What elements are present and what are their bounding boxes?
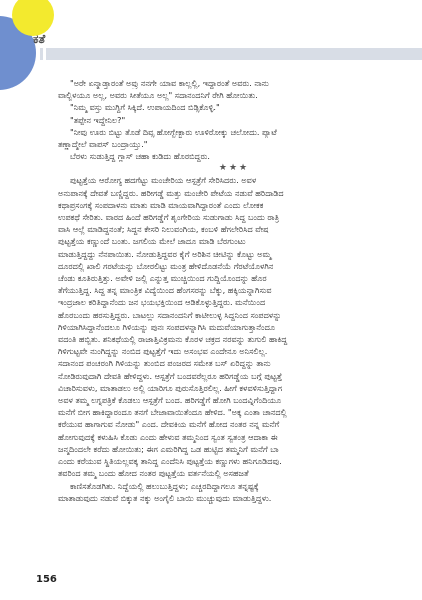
paragraph-line: ತೆಗೆಯುತ್ತಿದ್ದ. ಸಿದ್ಧ ತನ್ನ ಮಾಂತ್ರಿಕ ವಿದ್ಯೆಯಿಂದ ಹೆಂಗಸರನ್ನು ಬೆಕ್ಕು, ಹಕ್ಕಿಯನ್ನಾಗಿಸುವ [58, 285, 272, 296]
paragraph-line: ಎಂದು ಕರೆಯುವ ಸ್ಥಿತಿಯಲ್ಲವಕ್ಕ ತಾನಿದ್ದ ಎಂದೆನಿಸಿ ಪುಟ್ಟತ್ತೆಯ ಕಣ್ಣುಗಳು ಹನಿಗೂಡಿದವು. [58, 456, 282, 467]
paragraph-line: ಪುಟ್ಟತ್ತೆಯ ಕಣ್ಣುಂದೆ ಬಂತು. ಜಗಲಿಯ ಮೇಲೆ ಜಾದೂ ಮಾಡಿ ಬೆರಗುಂಟು [58, 236, 246, 247]
paragraph-line: ತವರಿಂದ ತಮ್ಮ ಬಂದು ಹೋದ ನಂತರ ಪುಟ್ಟತ್ತೆಯ ವರ್ತನೆಯಲ್ಲಿ ಅಸಹಜತೆ [58, 468, 249, 479]
paragraph-line: ವದಂತಿ ಹಬ್ಬಿತು. ಶನಿಕಥೆಯಲ್ಲಿ ರಾಜಾತ್ತಿವಿಕ್ರಮನು ಕೊರಳ ಚಕ್ರದ ನರವನ್ನು ತುಗುಲಿ ಹಾಕಿದ್ದ [58, 334, 288, 345]
paragraph-line: ವಿಚಾರಿಸುವಳು, ಮಾತಾಡಲು ಅಲ್ಲಿ ಯಾರಿಗೂ ಪುರುಸೊತ್ತಿರಲಿಲ್ಲ. ಹೀಗೆ ಕಳವಳಿಸುತ್ತಿದ್ದಾಗ [58, 382, 283, 393]
paragraph-line: ಸದಾನಂದ ಪಂಚರಂಗಿ ಗಿಳಿಯನ್ನು ತುಂಬಿದ ಪಂಜರದ ಸಮೇತ ಬಸ್ ಏರಿದ್ದನ್ನು ತಾನು [58, 358, 271, 369]
dialogue-line: ಬೆರಳು ಸುಡುತ್ತಿದ್ದ ಗ್ಲಾಸ್ ಚಹಾ ಕುಡಿದು ಹೊರಬಿದ್ದರು. [70, 151, 210, 162]
section-separator: ★★★ [218, 163, 250, 174]
paragraph-line: ಗಿಳಿಯಾಗಿಸಿದ್ದಾನೆಂದಲೂ ಗಿಳಿಯನ್ನು ಪುನಃ ಸಂಪದಳನ್ನಾಗಿಸಿ ಮದುವೆಯಾಗುತ್ತಾನೆಂದೂ [58, 321, 276, 332]
dialogue-line: "ಅರೇ ಏನ್ಮಾಡ್ತಾರಂತೆ ಅವ್ರು ನನಗೇ ಯಾವ ಕಾಲ್ಲಲ್ಲಿ, ಇದ್ದಾರಂತೆ ಅವರು. ನಾನು [70, 78, 269, 88]
paragraph-line: ಪುಟ್ಟತ್ತೆಯ ಆರೋಗ್ಯ ಹದಗೆಟ್ಟು ಮಂಚೇರಿಯ ಆಸ್ಪತ್ರೆಗೆ ಸೇರಿಸಿದರು. ಅವಳ [70, 175, 257, 186]
paragraph-line: ವಾಸಿ ಆಲ್ಲೆ ಮಾಡಿದ್ದನಂತೆ; ಸಿದ್ಧನ ಕೇಸರಿ ನಿಲುವಂಗಿಯ, ಕಂಬಳಿ ಹೆಗಲೇರಿಸಿದ ವೇಷ [58, 224, 269, 235]
dialogue-line: ವಾಲ್ಬಿಳಯೂ ಅಲ್ಲ, ಅವರು ಸೀತೆಯೂ ಅಲ್ಲ" ಸದಾನಂದನಿಗೆ ರೇಗಿ ಹೋಯಿತು. [58, 90, 258, 101]
paragraph-line: ಕಥಾಪ್ರಸಂಗಕ್ಕೆ ಸಂಪದಾಳನು ಮಾತು ಮಾಡಿ ಮಾಯವಾಗಿದ್ದಾರಂತೆ ಎಂದು ಲೋಕಕ [58, 199, 264, 210]
article-body [58, 77, 410, 504]
paragraph-line: ಚೆಂಡು ಕೂತಿರುತ್ತಿತ್ತು. ಅವೇಳಿ ಜಲ್ಲಿ ಎನ್ನುತ್ತ ಮುಚ್ಚಿಯಿಂದ ಗುದ್ದಿಯೊಂದನ್ನು ಹೊರ [58, 273, 267, 284]
paragraph-line: ಅವಳ ತಮ್ಮ ಲಗ್ನಪತ್ರಿಕೆ ಕೊಡಲು ಆಸ್ಪತ್ರೆಗೆ ಬಂದ. ಹರಿಗಡ್ಡೆಗೆ ಹೋಗಿ ಬಂದವ್ನಿಗೆಂದಿಯೂ [58, 395, 282, 406]
paragraph-line: ಇಂದ್ರಜಾಲ ಕರಿತಿದ್ದಾನೆಂದು ಜನ ಭಯಭಕ್ತಿಯಿಂದ ಆಡಿಕೊಳ್ಳುತ್ತಿದ್ದರು. ಮನೆಯಿಂದ [58, 297, 266, 308]
paragraph-line: ಮಾತಾಡುವುದು ನಡುವೆ ಬಿಕ್ಕುತ ನಕ್ಕು ಅಂಗೈಲಿ ಬಾಯಿ ಮುಚ್ಚುವುದು ಮಾಡುತ್ತಿದ್ದಳು. [58, 492, 272, 503]
page-number: 156 [36, 574, 57, 585]
paragraph-line: ಉಪಕಥೆ ಸೇರಿತು. ವಾರದ ಹಿಂದೆ ಹರಿಗಡ್ಡೆಗೆ ಶೃಂಗೇರಿಯ ಸುಡುಗಾಡು ಸಿದ್ಧ ಬಂದು ರಾತ್ರಿ [58, 212, 280, 223]
paragraph-line: ನೋಡಿರುವುದಾಗಿ ದೇವತಿ ಹೇಳಿದ್ದಳು. ಆಸ್ಪತ್ರೆಗೆ ಬಂದವರೆಲ್ಲರೂ ಹರಿಗಡ್ಡೆಯ ಬಗ್ಗೆ ಪುಟ್ಟತ್ತೆ [58, 370, 283, 381]
dialogue-line: "ನಿಮ್ಮ ವಸ್ತು ಮುಗ್ದಿಗೆ ಸಿಕ್ಕಿದೆ. ಉಪಾಯದಿಂದ ಬಿಡ್ಸಿಕೊಳ್ಳಿ." [70, 102, 220, 113]
paragraph-line: ಕರೆಯುವ ಹಾಗಾಗುವ ನೋಡು" ಎಂದ. ದೇವಕಿಯ ಮನೆಗೆ ಹೋದ ನಂತರ ನನ್ನ ಮನೆಗೆ [58, 419, 280, 430]
dialogue-line: "ತಪ್ಪೇನ ಇದ್ದೇನಿಲ?" [70, 114, 126, 125]
paragraph-line: ಮಾಡುತ್ತಿದ್ದದ್ದು ನೆನಪಾಯಿತು. ನೋಡುತ್ತಿದ್ದವರ ಕೈಗೆ ಅರಿಶಿನ ಚೀಟಿನ್ನು ಕೊಟ್ಟು ಅಮ್ಮ [58, 248, 272, 259]
dialogue-line: "ನೀವು ಊರು ಬಿಟ್ಟು ತೊಡೆ ದಿವ್ಸ ಹೋಗ್ಬೇಕ್ಬಾರು ಊಳಿರೋಕ್ಕು ಚಲೋದು. ಪ್ಯಾಟೆ [70, 126, 277, 137]
paragraph-line: ಹೊರಬಂದು ಹರಸುತ್ತಿದ್ದರು. ಬಾಟಲ್ಲು ಸದಾನಂದನಿಗೆ ಕಾಟೀಲುಳ್ಳ ಸಿದ್ಧನಿಂದ ಸಂಪದಳನ್ನು [58, 309, 282, 320]
paragraph-line: ಕಾಣಿಸತೊಡಗಿತು. ನಿದ್ದೆಯಲ್ಲಿ ಹಲುಬುತ್ತಿದ್ದಳು; ಎಚ್ಚರದಿದ್ದಾಗಲೂ ತನ್ನಷ್ಟಕ್ಕೆ [70, 480, 259, 491]
section-label: ಕತೆ [33, 32, 46, 46]
paragraph-line: ಹೋಗುವುದಕ್ಕೆ ಕಳುಹಿಸಿ ಕೊಡು ಎಂದು ಹೇಳುವ ತಮ್ಮನಿಂದ ಸ್ವಂತ ಸ್ವತಂತ್ರ ಆದಾಕಾ ಈ [58, 431, 278, 442]
paragraph-line: ಗಿಳಿಗುಟ್ಟವೇ ನುಂಗಿದ್ದನ್ನು ನಂಬಿದ ಪುಟ್ಟತ್ತೆಗೆ ಇದು ಅಸಂಭವ ಎಂದೇನೂ ಅನಿಸಲಿಲ್ಲ. [58, 346, 268, 357]
dialogue-line: ತಣ್ಣಾದ್ಮೇಲೆ ವಾಪಸ್ ಬಂದ್ರಾಯ್ತು." [58, 139, 148, 150]
decorative-circle-yellow [12, 0, 54, 36]
paragraph-line: ದೂರದಲ್ಲಿ ಖಾಲಿ ಗರಟೆಯನ್ನು ಬೋರಲಿಟ್ಟು ಮಂತ್ರ ಹೇಳಿದೊಡನೆಯೆ ಗೆರಟೆಯೊಳಗಿನ [58, 260, 274, 271]
paragraph-line: ಮನೆಗೆ ಬೀಗ ಹಾಕಿದ್ದಾರಂದೂ ತನಗೆ ಬೇಜಾವಾಯಿತೆಂದೂ ಹೇಳಿದ. "ಅಕ್ಕ ಎಂತಾ ಚಾನದಲ್ಲಿ [58, 407, 287, 418]
paragraph-line: ಅನುಪಾನಕ್ಕೆ ದೇವತೆ ಬಣ್ಣಿದ್ದರು. ಹರೀಗಡ್ಡೆ ಮತ್ತು ಮಂಚೇರಿ ಪೇಟೆಯ ನಡುವೆ ಹರಿದಾಡಿದ [58, 187, 284, 198]
header-bar [46, 48, 422, 60]
paragraph-line: ಜನ್ಮದಿಂದಲೇ ಕರೆದು ಹೋಯಿತು; ಈಗ ಎಮರಿಗಿದ್ದ ಒಡ ಹುಟ್ಟಿದ ತಮ್ಮನಿಗೆ ಮನೆಗೆ ಬಾ [58, 443, 279, 454]
